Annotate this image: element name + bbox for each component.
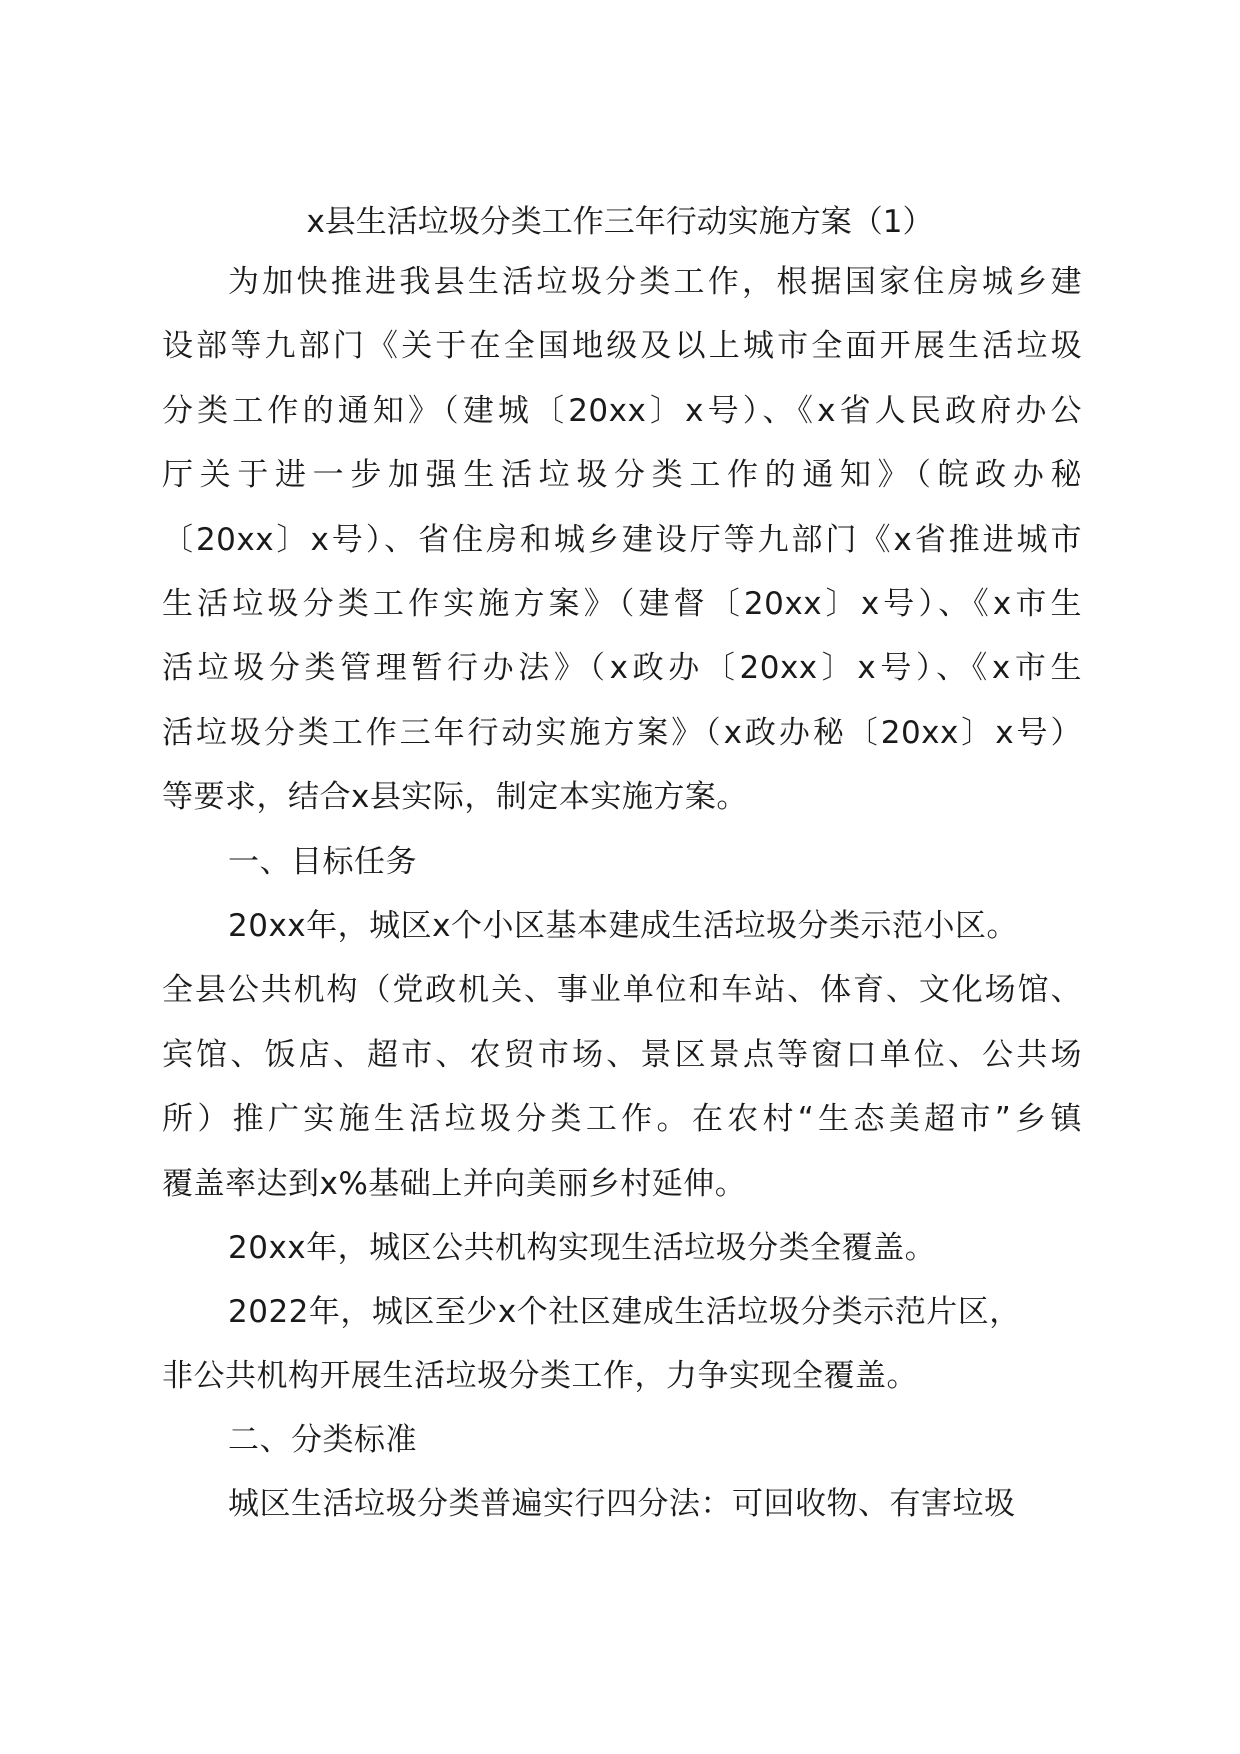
intro-line: 为加快推进我县生活垃圾分类工作，根据国家住房城乡建 — [228, 264, 1082, 300]
section1-line: 非公共机构开展生活垃圾分类工作，力争实现全覆盖。 — [162, 1358, 918, 1395]
intro-line: 活垃圾分类工作三年行动实施方案》（x政办秘〔20xx〕x号） — [162, 714, 1082, 751]
section1-line: 全县公共机构（党政机关、事业单位和车站、体育、文化场馆、 — [162, 972, 1082, 1009]
intro-line: 生活垃圾分类工作实施方案》（建督〔20xx〕x号）、《x市生 — [162, 586, 1082, 623]
intro-line: 活垃圾分类管理暂行办法》（x政办〔20xx〕x号）、《x市生 — [162, 650, 1082, 687]
section1-line: 20xx年，城区x个小区基本建成生活垃圾分类示范小区。 — [228, 908, 1018, 944]
section-heading-1: 一、目标任务 — [228, 844, 417, 880]
section1-paragraph-3 — [162, 1280, 1082, 1409]
section1-line: 覆盖率达到x%基础上并向美丽乡村延伸。 — [162, 1165, 747, 1202]
intro-line: 分类工作的通知》（建城〔20xx〕x号）、《x省人民政府办公 — [162, 392, 1082, 429]
intro-line: 等要求，结合x县实际，制定本实施方案。 — [162, 779, 748, 816]
section1-line: 宾馆、饭店、超市、农贸市场、景区景点等窗口单位、公共场 — [162, 1036, 1082, 1073]
section1-line: 2022年，城区至少x个社区建成生活垃圾分类示范片区， — [228, 1294, 1021, 1330]
intro-paragraph — [162, 250, 1082, 830]
section1-paragraph-1 — [162, 894, 1082, 1216]
section-heading-2: 二、分类标准 — [228, 1422, 417, 1458]
section1-paragraph-2: 20xx年，城区公共机构实现生活垃圾分类全覆盖。 — [228, 1230, 937, 1266]
intro-line: 厅关于进一步加强生活垃圾分类工作的通知》（皖政办秘 — [162, 457, 1082, 494]
intro-line: 设部等九部门《关于在全国地级及以上城市全面开展生活垃圾 — [162, 328, 1082, 365]
intro-line: 〔20xx〕x号）、省住房和城乡建设厅等九部门《x省推进城市 — [162, 521, 1082, 558]
section1-line: 所）推广实施生活垃圾分类工作。在农村“生态美超市”乡镇 — [162, 1101, 1082, 1138]
document-title: x县生活垃圾分类工作三年行动实施方案（1） — [306, 204, 934, 240]
section2-paragraph-1: 城区生活垃圾分类普遍实行四分法：可回收物、有害垃圾 — [228, 1486, 1016, 1522]
